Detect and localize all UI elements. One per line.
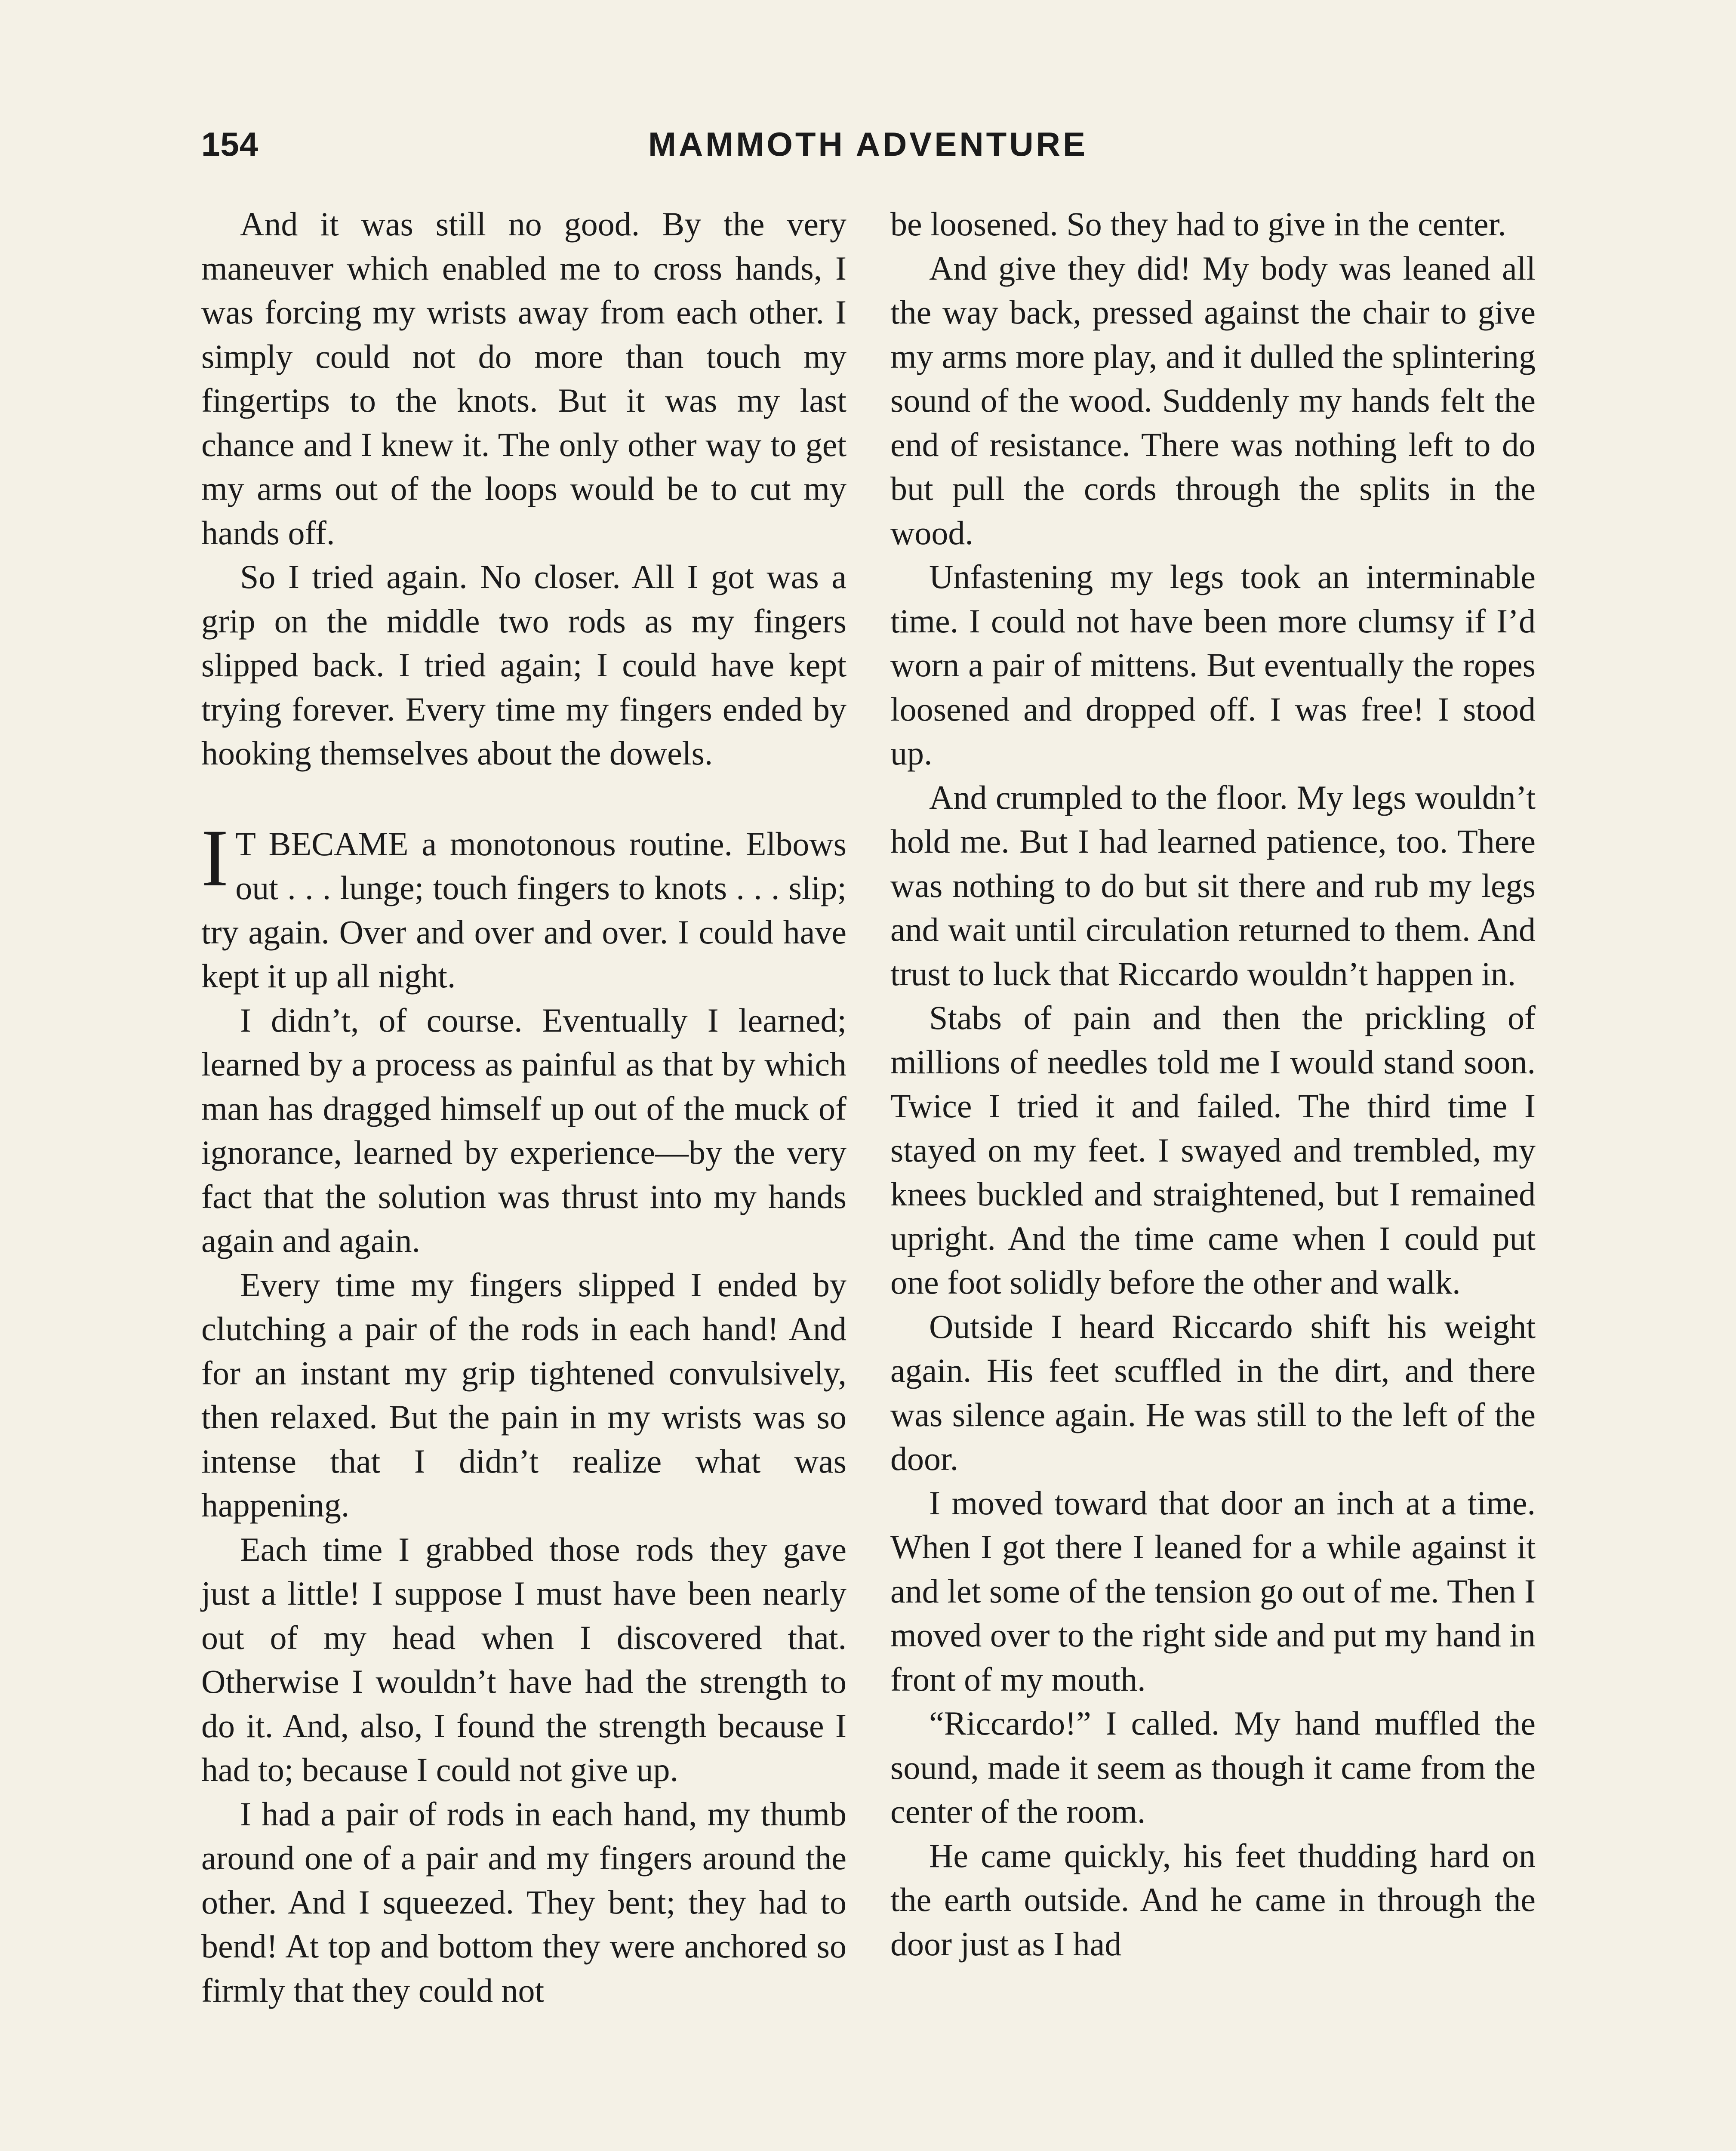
paragraph: And crumpled to the floor. My legs wouldn’t hold me. But I had learned patience, too. There was nothing to do but sit there and rub my legs and wait until circulation returned to them. And trust to luck that Riccardo wouldn’t happen in. bbox=[890, 778, 1536, 992]
paragraph: And it was still no good. By the very maneuver which enabled me to cross hands, I was forcing my wrists away from each other. I simply could not do more than touch my fingertips to the knots. But it was my last chance and I knew it. The only other way to get my arms out of the loops would be to cut my hands off. bbox=[201, 205, 846, 552]
paragraph: Each time I grabbed those rods they gave just a little! I suppose I must have been nearly out of my head when I discovered that. Otherwise I wouldn’t have had the strength to do it. And, also, I found the strength because I had to; because I could not give up. bbox=[201, 1530, 846, 1788]
page-number: 154 bbox=[201, 125, 259, 163]
paragraph: Stabs of pain and then the prickling of millions of needles told me I would stand soon. Twice I tried it and failed. The third time I stayed on my feet. I swayed and trembled, my knees buckled and straightened, but I remained upright. And the time came when I could put one foot solidly before the other and walk. bbox=[890, 999, 1536, 1301]
section-lead-in: T BECAME a monotonous routine. bbox=[235, 825, 733, 863]
paragraph: Unfastening my legs took an interminable time. I could not have been more clumsy if I’d worn a pair of mittens. But eventually the ropes loosened and dropped off. I was free! I stood up. bbox=[890, 558, 1536, 772]
paragraph: I moved toward that door an inch at a time. When I got there I leaned for a while against it and let some of the tension go out of me. Then I moved over to the right side and put my hand in front of my mouth. bbox=[890, 1484, 1536, 1698]
paragraph: Outside I heard Riccardo shift his weight again. His feet scuffled in the dirt, and there was silence again. He was still to the left of the door. bbox=[890, 1307, 1536, 1477]
running-head: MAMMOTH ADVENTURE bbox=[648, 125, 1088, 163]
paragraph: Every time my fingers slipped I ended by clutching a pair of the rods in each hand! And for an instant my grip tightened convulsively, then relaxed. But the pain in my wrists was so intense that I didn’t realize what was happening. bbox=[201, 1266, 846, 1524]
paragraph: I didn’t, of course. Eventually I learned; learned by a process as painful as that by which man has dragged himself up out of the muck of ignorance, learned by experience—by the very fact that the solution was thrust into my hands again and again. bbox=[201, 1001, 846, 1259]
page-header bbox=[201, 125, 1535, 176]
section-first-paragraph-text: Elbows out . . . lunge; touch fingers to knots . . . slip; try again. Over and over and over. I could have kept it up all night. bbox=[201, 825, 847, 995]
paragraph: And give they did! My body was leaned all the way back, pressed against the chair to give my arms more play, and it dulled the splintering sound of the wood. Suddenly my hands felt the end of resistance. There was nothing left to do but pull the cords through the splits in the wood. bbox=[890, 249, 1536, 552]
paragraph: “Riccardo!” I called. My hand muffled the sound, made it seem as though it came from the center of the room. bbox=[890, 1704, 1536, 1830]
left-column bbox=[201, 202, 846, 2012]
right-column bbox=[890, 202, 1536, 1966]
paragraph-continuation: be loosened. So they had to give in the center. bbox=[890, 205, 1506, 243]
drop-cap: I bbox=[201, 813, 229, 903]
paragraph: So I tried again. No closer. All I got was a grip on the middle two rods as my fingers slipped back. I tried again; I could have kept trying forever. Every time my fingers ended by hooking themselves about the dowels. bbox=[201, 558, 846, 772]
paragraph: I had a pair of rods in each hand, my thumb around one of a pair and my fingers around the other. And I squeezed. They bent; they had to bend! At top and bottom they were anchored so firmly that they could not bbox=[201, 1795, 846, 2009]
section-opening-paragraph bbox=[201, 813, 847, 998]
paragraph: He came quickly, his feet thudding hard on the earth outside. And he came in through the door just as I had bbox=[890, 1837, 1536, 1963]
